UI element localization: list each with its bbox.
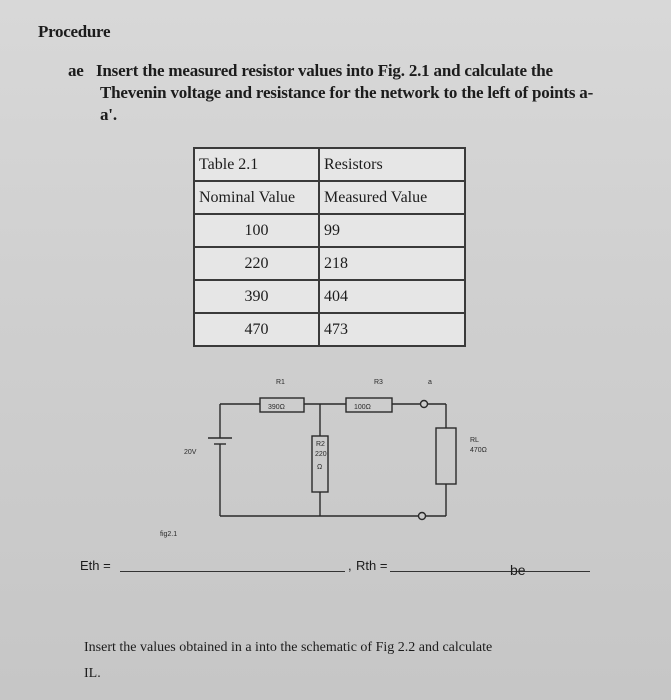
measured-cell: 99 — [319, 214, 465, 247]
answer-row — [80, 558, 640, 582]
nominal-cell: 220 — [194, 247, 319, 280]
measured-cell: 218 — [319, 247, 465, 280]
answer-comma: , — [348, 558, 352, 573]
r1-value: 390Ω — [268, 404, 285, 411]
rl-value: 470Ω — [470, 447, 487, 454]
eth-label: Eth = — [80, 558, 111, 573]
terminal-a — [421, 401, 428, 408]
eth-answer-line[interactable] — [120, 571, 345, 572]
nominal-cell: 390 — [194, 280, 319, 313]
table-row — [194, 247, 465, 280]
resistor-rl — [436, 428, 456, 484]
table-row — [194, 214, 465, 247]
circuit-schematic — [160, 372, 530, 542]
figure-label: fig2.1 — [160, 531, 178, 538]
nominal-cell: 100 — [194, 214, 319, 247]
resistor-table — [193, 147, 466, 347]
node-a-label: a — [428, 379, 432, 386]
table-row — [194, 280, 465, 313]
r2-unit: Ω — [317, 464, 323, 471]
question-a-line-3: a'. — [100, 105, 117, 124]
table-group-header: Resistors — [319, 148, 465, 181]
rth-answer-line[interactable] — [390, 571, 590, 572]
table-row — [194, 313, 465, 346]
col-header-nominal: Nominal Value — [194, 181, 319, 214]
r2-value: 220 — [315, 451, 327, 458]
question-a-line-2: Thevenin voltage and resistance for the network to the left of points a- — [100, 83, 594, 102]
rl-label: RL — [470, 437, 479, 444]
terminal-a-prime — [419, 513, 426, 520]
r3-label: R3 — [374, 379, 383, 386]
col-header-measured: Measured Value — [319, 181, 465, 214]
answer-suffix: be — [510, 562, 526, 578]
question-b-line-2: IL. — [84, 666, 101, 681]
rth-label: Rth = — [356, 558, 388, 573]
question-b-line-1: Insert the values obtained in a into the schematic of Fig 2.2 and calculate — [84, 640, 493, 655]
table-title: Table 2.1 — [194, 148, 319, 181]
r3-value: 100Ω — [354, 404, 371, 411]
question-a-line-1: Insert the measured resistor values into Fig. 2.1 and calculate the — [96, 61, 553, 80]
r1-label: R1 — [276, 379, 285, 386]
question-marker: ae — [68, 61, 84, 80]
measured-cell: 404 — [319, 280, 465, 313]
section-heading: Procedure — [38, 22, 111, 41]
nominal-cell: 470 — [194, 313, 319, 346]
r2-label: R2 — [316, 441, 325, 448]
measured-cell: 473 — [319, 313, 465, 346]
source-value: 20V — [184, 449, 197, 456]
